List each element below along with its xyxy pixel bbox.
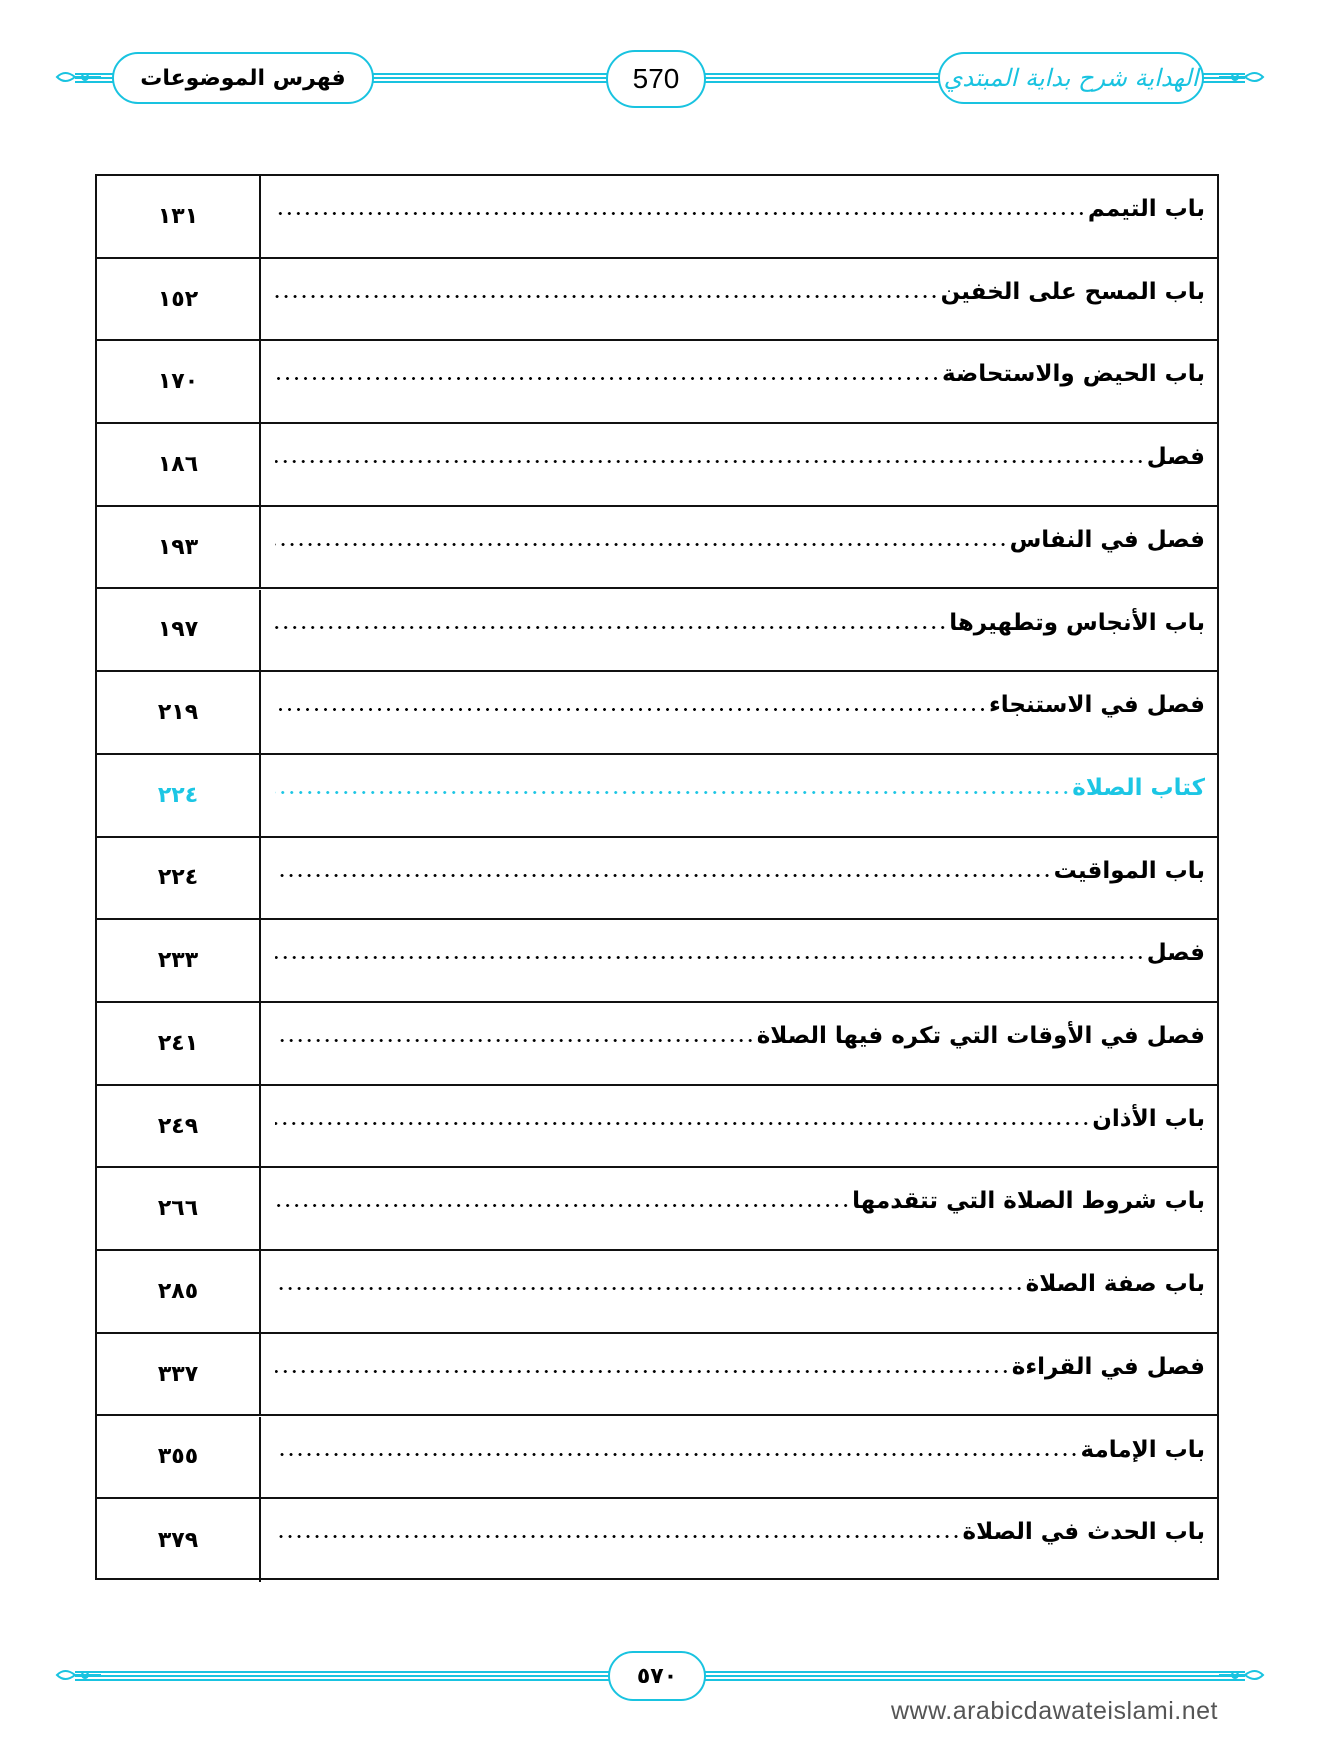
dot-leader [275,1122,1090,1125]
dot-leader [275,212,1086,215]
dot-leader [275,626,947,629]
toc-entry-title: باب صفة الصلاة [1025,1271,1205,1298]
table-row[interactable] [97,176,1217,259]
toc-entry-title: فصل [1146,940,1205,967]
toc-entry-title: فصل في الأوقات التي تكره فيها الصلاة [756,1023,1205,1049]
column-divider [259,1251,261,1332]
toc-entry-title: فصل في الاستنجاء [989,692,1205,719]
toc-entry[interactable] [275,602,1205,636]
toc-entry[interactable] [275,850,1205,884]
table-row[interactable] [97,920,1217,1003]
column-divider [259,1334,261,1415]
column-divider [259,1086,261,1167]
column-divider [259,755,261,836]
column-divider [259,1003,261,1084]
website-url[interactable]: www.arabicdawateislami.net [890,1697,1218,1725]
toc-entry-title: باب الأنجاس وتطهيرها [949,609,1205,636]
ornament-end-icon [1219,69,1265,85]
column-divider [259,341,261,422]
table-row[interactable] [97,1251,1217,1334]
dot-leader [275,1453,1079,1456]
table-row[interactable] [97,755,1217,838]
dot-leader [275,956,1145,959]
table-row[interactable] [97,507,1217,590]
footer-page-number: ٥٧٠ [608,1651,706,1701]
column-divider [259,176,261,257]
toc-entry[interactable] [275,1346,1205,1380]
dot-leader [275,377,940,380]
toc-page-number: ١٧٠ [157,369,199,395]
toc-entry-title: باب المواقيت [1053,857,1205,884]
table-row[interactable] [97,1003,1217,1086]
column-divider [259,590,261,671]
toc-entry-title: كتاب الصلاة [1072,774,1205,801]
column-divider [259,259,261,340]
toc-page-number: ١٩٣ [157,534,199,560]
toc-page-number: ٣٣٧ [157,1361,199,1387]
table-row[interactable] [97,1417,1217,1500]
toc-entry[interactable] [275,519,1205,553]
ornament-end-icon [1219,1667,1265,1683]
dot-leader [275,543,1008,546]
table-row[interactable] [97,1168,1217,1251]
dot-leader [275,791,1070,794]
toc-entry[interactable] [275,1015,1205,1049]
table-row[interactable] [97,1499,1217,1582]
toc-page-number: ٢١٩ [157,700,199,726]
dot-leader [275,460,1145,463]
table-row[interactable] [97,424,1217,507]
toc-entry[interactable] [275,1511,1205,1545]
column-divider [259,1168,261,1249]
column-divider [259,838,261,919]
section-title: فهرس الموضوعات [112,52,374,104]
book-title: الهداية شرح بداية المبتدي [938,52,1204,104]
toc-page-number: ٣٥٥ [157,1444,199,1470]
column-divider [259,507,261,588]
toc-entry[interactable] [275,767,1205,801]
toc-table [95,174,1219,1580]
dot-leader [275,1204,850,1207]
toc-page-number: ١٨٦ [157,451,199,477]
toc-entry[interactable] [275,353,1205,387]
table-row[interactable] [97,672,1217,755]
toc-entry[interactable] [275,188,1205,222]
ornament-end-icon [55,1667,101,1683]
toc-entry-title: فصل [1146,444,1205,471]
table-row[interactable] [97,838,1217,921]
dot-leader [275,874,1052,877]
toc-entry-title: فصل في القراءة [1011,1353,1205,1380]
toc-entry[interactable] [275,1429,1205,1463]
column-divider [259,672,261,753]
dot-leader [275,1535,961,1538]
table-row[interactable] [97,590,1217,673]
column-divider [259,1417,261,1498]
toc-entry[interactable] [275,1180,1205,1214]
table-row[interactable] [97,1086,1217,1169]
toc-page-number: ١٥٢ [157,286,199,312]
toc-entry-title: باب المسح على الخفين [940,278,1205,305]
dot-leader [275,1287,1024,1290]
dot-leader [275,1039,755,1042]
toc-page-number: ٢٤١ [157,1030,199,1056]
toc-entry-title: باب التيمم [1087,196,1205,222]
toc-page-number: ٢٤٩ [157,1113,199,1139]
toc-entry[interactable] [275,684,1205,718]
toc-page-number: ٢٣٣ [157,948,199,974]
toc-entry-title: باب الإمامة [1080,1436,1205,1463]
toc-page-number: ١٣١ [157,203,199,229]
column-divider [259,424,261,505]
toc-entry-title: باب الحدث في الصلاة [962,1519,1205,1546]
toc-entry[interactable] [275,271,1205,305]
toc-entry[interactable] [275,1263,1205,1297]
toc-page-number: ٢٨٥ [157,1278,199,1304]
toc-page-number: ١٩٧ [157,617,199,643]
toc-entry-title: باب الحيض والاستحاضة [942,361,1205,388]
toc-entry[interactable] [275,1098,1205,1132]
toc-entry-title: فصل في النفاس [1009,526,1205,553]
toc-entry-title: باب شروط الصلاة التي تتقدمها [852,1188,1205,1215]
page-number: 570 [606,50,706,108]
column-divider [259,1499,261,1582]
toc-page-number: ٢٢٤ [157,865,199,891]
dot-leader [275,708,987,711]
toc-page-number: ٢٦٦ [157,1196,199,1222]
table-row[interactable] [97,259,1217,342]
table-row[interactable] [97,341,1217,424]
toc-entry-title: باب الأذان [1092,1105,1205,1132]
dot-leader [275,1370,1010,1373]
toc-page-number: ٢٢٤ [157,782,199,808]
toc-entry[interactable] [275,436,1205,470]
ornament-end-icon [55,69,101,85]
toc-page-number: ٣٧٩ [157,1528,199,1554]
column-divider [259,920,261,1001]
dot-leader [275,295,939,298]
table-row[interactable] [97,1334,1217,1417]
toc-entry[interactable] [275,932,1205,966]
